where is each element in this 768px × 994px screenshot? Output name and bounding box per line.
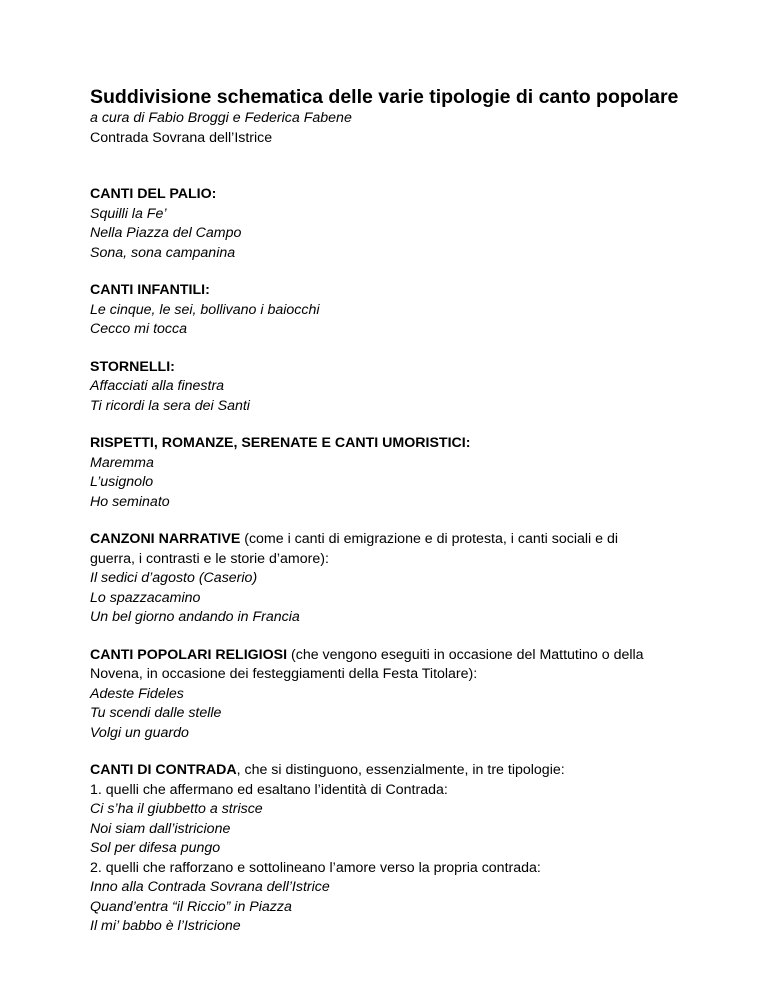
section-description-continued: guerra, i contrasti e le storie d’amore): [90,550,329,567]
song-title: Ti ricordi la sera dei Santi [90,397,250,414]
section-description: (come i canti di emigrazione e di protesta, i canti sociali e di [240,531,619,547]
song-title: Maremma [90,454,154,471]
section-description-continued: Novena, in occasione dei festeggiamenti della Festa Titolare): [90,666,478,682]
song-title: Squilli la Fe’ [90,205,167,222]
song-title: Ci s’ha il giubbetto a strisce [90,801,263,817]
section-heading: CANTI DI CONTRADA [90,762,237,778]
song-title: Affacciati alla finestra [90,378,225,394]
song-title: Cecco mi tocca [90,321,187,337]
song-title: Un bel giorno andando in Francia [90,609,300,625]
subgroup-label: 2. quelli che rafforzano e sottolineano l’amore verso la propria contrada: [90,859,541,876]
song-title: Inno alla Contrada Sovrana dell’Istrice [90,879,330,895]
subgroup-label: 1. quelli che affermano ed esaltano l’identità di Contrada: [90,781,448,798]
section-palio [90,185,710,263]
section-infantili [90,281,710,340]
authors-line: a cura di Fabio Broggi e Federica Fabene [90,110,352,126]
section-heading: RISPETTI, ROMANZE, SERENATE E CANTI UMORISTICI: [90,435,471,451]
section-description: (che vengono eseguiti in occasione del Mattutino o della [287,646,644,663]
section-contrada [90,761,710,937]
document-title: Suddivisione schematica delle varie tipologie di canto popolare [90,86,679,108]
song-title: Volgi un guardo [90,724,189,741]
section-heading: CANTI INFANTILI: [90,282,210,298]
section-rispetti [90,434,710,512]
section-heading: STORNELLI: [90,358,175,375]
organization-line: Contrada Sovrana dell’Istrice [90,129,273,146]
song-title: Il sedici d’agosto (Caserio) [90,570,258,586]
section-intro [90,530,710,550]
section-heading: CANZONI NARRATIVE [90,531,241,547]
song-title: Ho seminato [90,493,170,510]
section-intro [90,646,710,666]
song-title: Il mi’ babbo è l’Istricione [90,918,241,934]
document-page [90,85,710,937]
song-title: Noi siam dall’istricione [90,820,231,837]
song-title: Lo spazzacamino [90,589,201,606]
song-title: Le cinque, le sei, bollivano i baiocchi [90,301,320,318]
section-intro [90,761,710,781]
song-title: Nella Piazza del Campo [90,225,242,241]
section-heading: CANTI DEL PALIO: [90,186,217,202]
section-stornelli [90,358,710,417]
song-title: Tu scendi dalle stelle [90,705,222,721]
section-heading: CANTI POPOLARI RELIGIOSI [90,646,288,663]
section-description: , che si distinguono, essenzialmente, in tre tipologie: [236,762,565,778]
song-title: Adeste Fideles [90,685,184,702]
section-narrative [90,530,710,628]
song-title: Sona, sona campanina [90,244,236,261]
song-title: L’usignolo [90,474,154,490]
song-title: Sol per difesa pungo [90,840,221,856]
song-title: Quand’entra “il Riccio” in Piazza [90,898,292,915]
section-religiosi [90,646,710,744]
